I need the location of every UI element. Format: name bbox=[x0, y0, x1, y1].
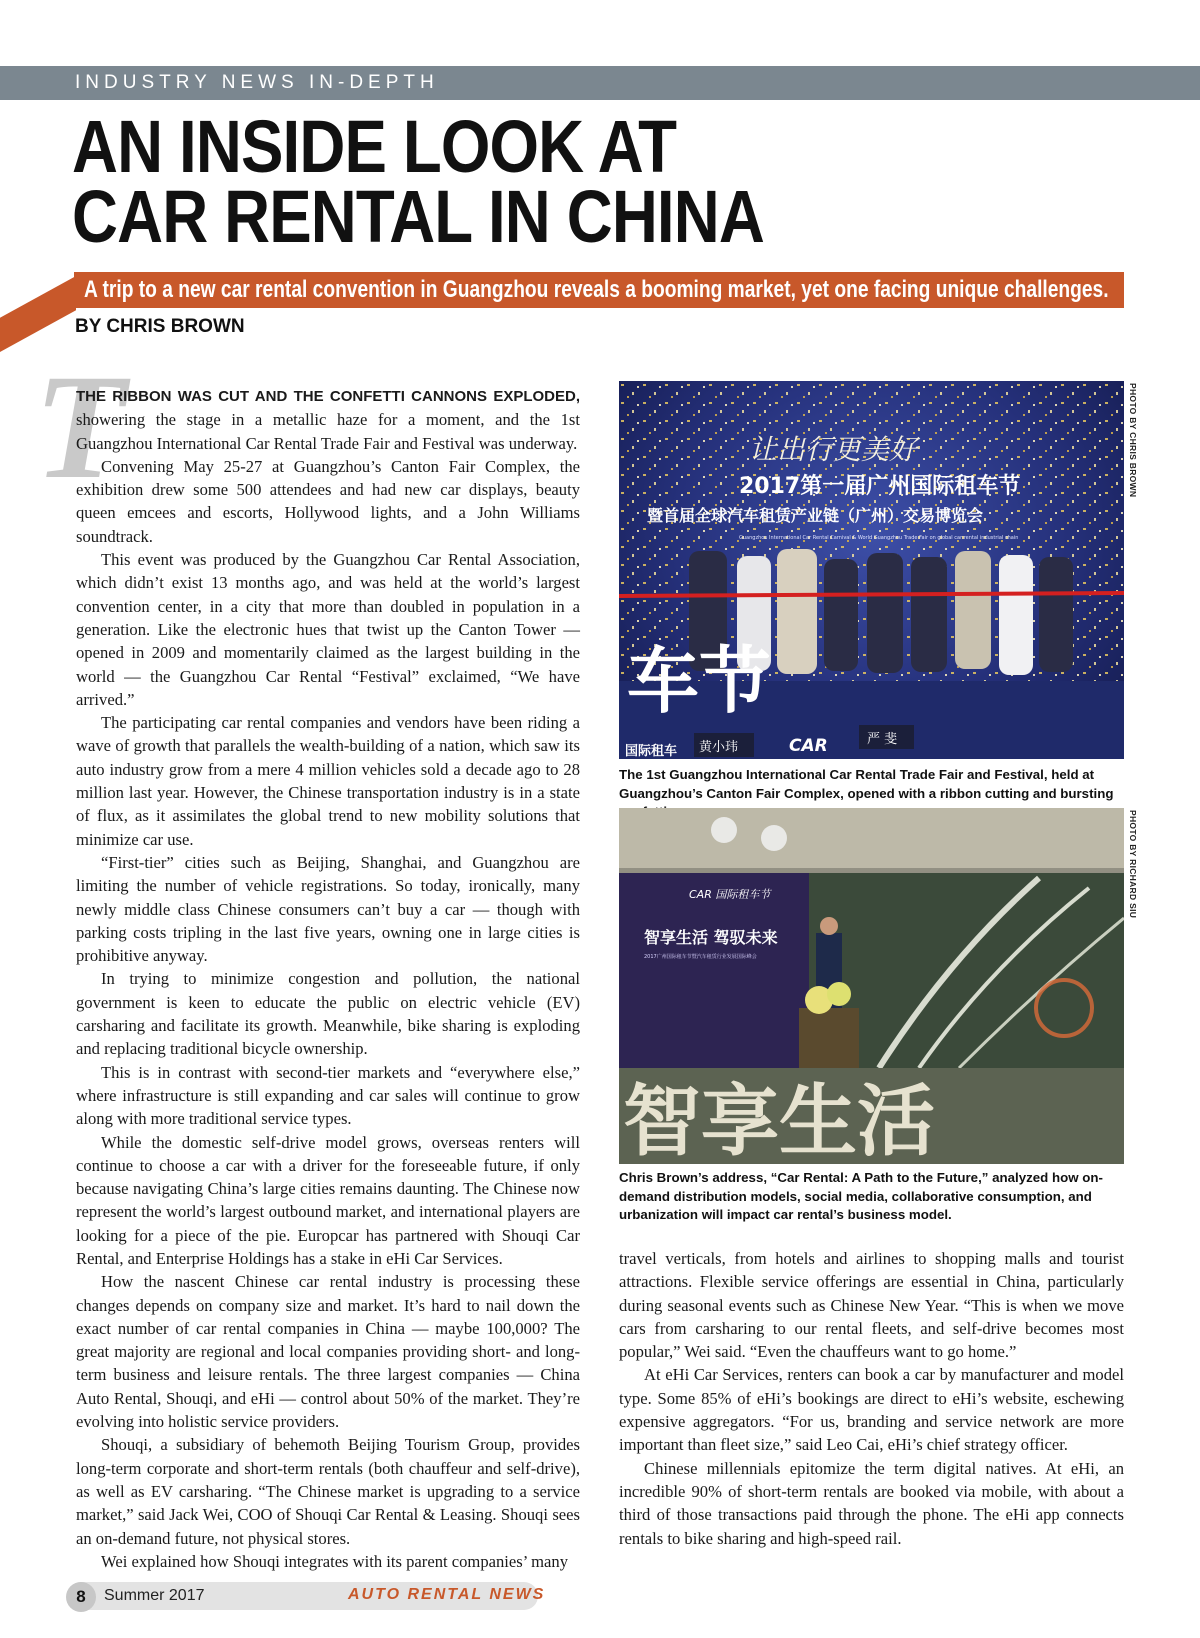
page-number: 8 bbox=[66, 1582, 96, 1612]
banner-script: 让出行更美好 bbox=[749, 433, 918, 466]
body-paragraph: Chinese millennials epitomize the term digital natives. At eHi, an incredible 90% of short-term rentals are booked via mobile, with about a third of those transactions paid through the phone. The eHi app connects rentals to bike sharing and high-speed rail. bbox=[619, 1458, 1124, 1548]
banner-title: 2017第一届广州国际租车节 bbox=[739, 474, 1021, 499]
body-paragraph: “First-tier” cities such as Beijing, Shanghai, and Guangzhou are limiting the number of vehicle registrations. So today, ironically, many newly middle class Chinese consumers can’t buy a car — though with parking costs tripling in the last five years, owning one in large cities is prohibitive anyway. bbox=[76, 852, 580, 966]
deck-bar bbox=[74, 272, 1124, 308]
banner-subtitle: 暨首届全球汽车租赁产业链（广州）交易博览会 bbox=[647, 506, 984, 525]
ceiling-light bbox=[711, 817, 737, 843]
deck-accent-wedge bbox=[0, 276, 76, 352]
body-paragraph: At eHi Car Services, renters can book a car by manufacturer and model type. Some 85% of eHi’s bookings are direct to eHi’s website, eschewing expensive aggregators. “For us, branding and service network are more important than fleet size,” said Leo Cai, eHi’s chief strategy officer. bbox=[619, 1365, 1124, 1455]
nameplate-1: 黄小玮 bbox=[699, 740, 739, 755]
ribbon-cutting-photo bbox=[619, 381, 1124, 759]
body-paragraph: How the nascent Chinese car rental industry is processing these changes depends on company size and market. It’s hard to nail down the exact number of car rental companies in China — maybe 100,000? The great majority are regional and local companies providing short- and long-term business and leisure rentals. The three largest companies — China Auto Rental, Shouqi, and eHi — control about 50% of the market. They’re evolving into holistic service providers. bbox=[76, 1272, 580, 1432]
body-paragraph: This is in contrast with second-tier markets and “everywhere else,” where infrastructure is still expanding and car sales will continue to grow along with more traditional service types. bbox=[76, 1062, 580, 1129]
ribbon-cutting-illustration bbox=[619, 381, 1124, 759]
byline: BY CHRIS BROWN bbox=[75, 316, 245, 337]
banner-small-text: Guangzhou International Car Rental Carnival & World Guangzhou Trade Fair on global car rental industrial chain bbox=[739, 535, 1019, 541]
keynote-illustration bbox=[619, 808, 1124, 1164]
headline bbox=[72, 105, 932, 258]
body-paragraph: Wei explained how Shouqi integrates with its parent companies’ many bbox=[101, 1551, 569, 1571]
magazine-name: AUTO RENTAL NEWS bbox=[348, 1586, 546, 1603]
stage-sign: 国际租车 bbox=[625, 744, 678, 759]
body-paragraph: Shouqi, a subsidiary of behemoth Beijing Tourism Group, provides long-term corporate and short-term rentals (both chauffeur and self-drive), as well as EV carsharing. “The Chinese market is upgrading to a service market,” said Jack Wei, COO of Shouqi Car Rental & Leasing. Shouqi sees an on-demand future, not physical stores. bbox=[76, 1435, 580, 1548]
article-column-left bbox=[76, 384, 580, 1573]
keynote-photo bbox=[619, 808, 1124, 1164]
nameplate-2: 严 斐 bbox=[867, 732, 898, 747]
stage-letters: 车节 bbox=[627, 639, 772, 723]
purple-banner bbox=[619, 873, 809, 1068]
body-paragraph: While the domestic self-drive model grows, overseas renters will continue to choose a car with a driver for the foreseeable future, if only because navigating China’s large cities remains daunting. The Chinese now represent the world’s largest outbound market, and international players are looking for a piece of the pie. Europcar has partnered with Shouqi Car Rental, and Enterprise Holdings has a stake in eHi Car Services. bbox=[76, 1132, 580, 1268]
car-logo: CAR bbox=[789, 736, 828, 756]
issue-date: Summer 2017 bbox=[104, 1587, 205, 1604]
lead-paragraph bbox=[76, 384, 580, 455]
stage-letters: 智享生活 bbox=[623, 1077, 936, 1164]
article-column-right bbox=[619, 1247, 1124, 1550]
banner-slogan: 智享生活 驾驭未来 bbox=[644, 928, 778, 947]
banner-small-text: 2017广州国际租车节暨汽车租赁行业发展国际峰会 bbox=[644, 954, 757, 960]
body-paragraph: In trying to minimize congestion and pollution, the national government is keen to educate the public on electric vehicle (EV) carsharing and facilitate its growth. Meanwhile, bike sharing is exploding and replacing traditional bicycle ownership. bbox=[76, 969, 580, 1059]
photo-caption-1: The 1st Guangzhou International Car Rental Trade Fair and Festival, held at Guangzhou’s Canton Fair Complex, opened with a ribbon cutting and bursting bbox=[619, 767, 1114, 801]
body-paragraph: Convening May 25-27 at Guangzhou’s Canton Fair Complex, the exhibition drew some 500 attendees and had new car displays, beauty queen emcees and escorts, Hollywood lights, and a John Williams soundtrack. bbox=[76, 456, 580, 546]
section-label: INDUSTRY NEWS IN-DEPTH bbox=[75, 72, 439, 93]
photo-credit-1: PHOTO BY CHRIS BROWN bbox=[1128, 383, 1138, 498]
lead-text: showering the stage in a metallic haze for a moment, and the 1st Guangzhou International Car Rental Trade Fair and Festival was underway. bbox=[76, 410, 580, 453]
headline-line-1: AN INSIDE LOOK AT bbox=[72, 105, 677, 188]
body-paragraph: The participating car rental companies and vendors have been riding a wave of growth that parallels the wealth-building of a nation, which saw its auto industry grow from a mere 4 million vehicles sold a decade ago to 28 million last year. However, the Chinese transportation industry is in a state of flux, as it assimilates the global trend to new mobility solutions that minimize car use. bbox=[76, 713, 580, 849]
lead-caps: THE RIBBON WAS CUT AND THE CONFETTI CANNONS EXPLODED, bbox=[76, 388, 580, 405]
ceiling-light bbox=[761, 825, 787, 851]
body-paragraph: This event was produced by the Guangzhou Car Rental Association, which didn’t exist 13 months ago, and was held at the world’s largest convention center, in a city that more than doubled in population in a generation. Like the electronic hues that twist up the Canton Tower — opened in 2009 and momentarily claimed as the largest building in the world — the Guangzhou Car Rental “Festival” exclaimed, “We have arrived.” bbox=[76, 550, 580, 709]
podium bbox=[799, 1008, 859, 1078]
deck-text: A trip to a new car rental convention in Guangzhou reveals a booming market, yet one facing unique challenges. bbox=[84, 276, 1109, 303]
body-paragraph: travel verticals, from hotels and airlines to shopping malls and tourist attractions. Flexible service offerings are essential in China, particularly during seasonal events such as Chinese New Year. “This is when we move cars from carsharing to our rental fleets, and self-drive becomes most popular,” Wei said. “Even the chauffeurs want to go home.” bbox=[619, 1249, 1124, 1362]
photo-credit-2: PHOTO BY RICHARD SIU bbox=[1128, 810, 1138, 919]
section-bar bbox=[0, 66, 1200, 100]
drop-cap: T bbox=[34, 344, 126, 510]
photo-caption-2: Chris Brown’s address, “Car Rental: A Path to the Future,” analyzed how on-demand distribution models, social media, collaborative consumption, and urbanization will impact car rental’s business model. bbox=[619, 1170, 1103, 1222]
banner-logo: CAR 国际租车节 bbox=[689, 888, 771, 901]
headline-line-2: CAR RENTAL IN CHINA bbox=[72, 175, 764, 258]
